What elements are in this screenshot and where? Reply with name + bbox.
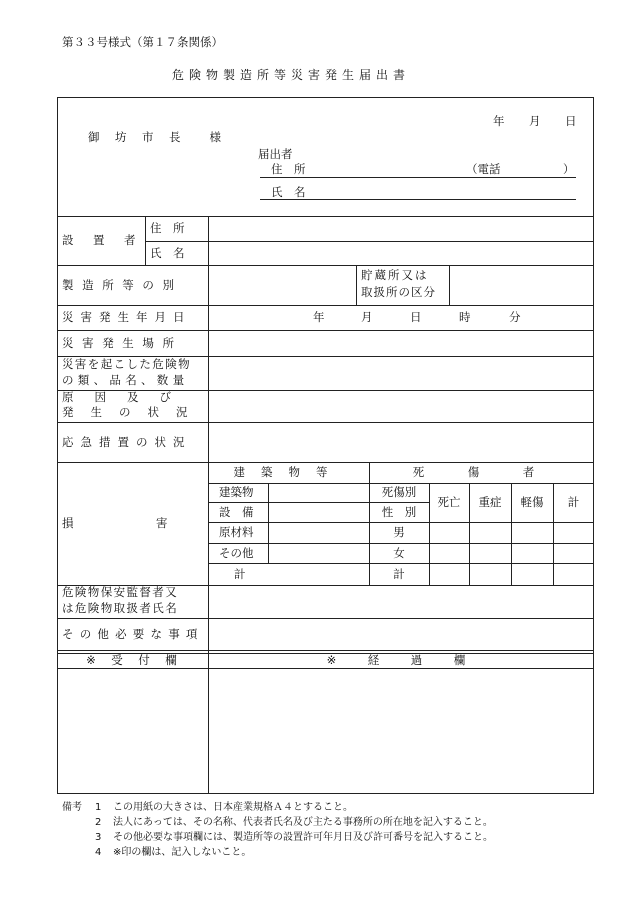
- installer-name-label: [150, 241, 203, 265]
- facility-field[interactable]: [210, 266, 354, 304]
- incident-hour: 時: [459, 310, 471, 324]
- casualty-sex-head: 性 別: [381, 504, 417, 519]
- installer-address-field[interactable]: [210, 217, 592, 240]
- note-text: ※印の欄は、記入しないこと。: [113, 847, 252, 858]
- building-header: 建築物等: [233, 465, 344, 480]
- building-row-label: 原材料: [219, 525, 254, 540]
- cause-field[interactable]: [210, 391, 592, 421]
- note-text: この用紙の大きさは、日本産業規格Ａ４とすること。: [113, 802, 353, 813]
- supervisor-label-1: 危険物保安監督者又: [62, 585, 179, 599]
- incident-day: 日: [410, 310, 422, 324]
- reporter-phone-close: ）: [563, 162, 575, 176]
- hazmat-field[interactable]: [210, 357, 592, 389]
- damage-label: 損 害: [62, 516, 180, 531]
- cause-label-1: 原因及び: [62, 390, 192, 404]
- other-label: その他必要な事項: [62, 626, 204, 641]
- page-title: 危険物製造所等災害発生届出書: [172, 68, 411, 82]
- hazmat-label-2: の類、品名、数量: [62, 373, 189, 387]
- progress-label: ※ 経 過 欄: [326, 653, 476, 668]
- note-number: 1: [95, 802, 102, 813]
- facility-category-label-2: 取扱所の区分: [361, 285, 436, 299]
- date-year: 年: [493, 114, 505, 128]
- reception-area[interactable]: [58, 669, 207, 793]
- facility-category-label-1: 貯蔵所又は: [361, 268, 429, 282]
- incident-month: 月: [361, 310, 373, 324]
- date-month: 月: [529, 114, 541, 128]
- col-divider: [208, 216, 209, 794]
- building-row-label: その他: [219, 545, 254, 560]
- note-number: 2: [95, 817, 102, 828]
- incident-place-field[interactable]: [210, 331, 592, 355]
- incident-datetime-label: 災害発生年月日: [62, 310, 192, 325]
- building-row-label: 計: [234, 566, 246, 581]
- emergency-field[interactable]: [210, 423, 592, 461]
- note-text: 法人にあっては、その名称、代表者氏名及び主たる事務所の所在地を記入すること。: [113, 817, 493, 828]
- supervisor-field[interactable]: [210, 586, 592, 617]
- installer-name-text: 氏 名: [150, 245, 185, 260]
- incident-place-label: 災害発生場所: [62, 335, 183, 350]
- addressee: 御 坊 市 長 様: [88, 130, 223, 144]
- note-text: その他必要な事項欄には、製造所等の設置許可年月日及び許可番号を記入すること。: [113, 832, 493, 843]
- casualty-col-death: 死亡: [437, 495, 461, 510]
- installer-label: 設 置 者: [62, 233, 140, 248]
- building-row-label: 設 備: [219, 504, 254, 519]
- reporter-address-line[interactable]: [260, 177, 576, 178]
- reporter-phone-label: （電話: [466, 162, 501, 176]
- row-divider: [57, 650, 594, 651]
- incident-minute: 分: [509, 310, 521, 324]
- cause-label-2: 発生の状況: [62, 405, 205, 419]
- reporter-name-label: 氏 名: [271, 185, 306, 199]
- supervisor-label-2: は危険物取扱者氏名: [62, 601, 179, 615]
- reporter-label: 届出者: [258, 147, 293, 161]
- casualty-col-head: 死傷別: [381, 485, 417, 500]
- incident-year: 年: [313, 310, 325, 324]
- col-divider: [356, 265, 357, 305]
- casualty-header: 死 傷 者: [412, 465, 551, 480]
- casualty-col-total: 計: [567, 495, 580, 510]
- col-divider: [268, 483, 269, 563]
- date-day: 日: [565, 114, 577, 128]
- reporter-address-label: 住 所: [271, 162, 306, 176]
- col-divider: [145, 216, 146, 265]
- building-row-label: 建築物: [219, 485, 254, 500]
- form-number: 第３３号様式（第１７条関係）: [62, 35, 223, 49]
- note-number: 3: [95, 832, 102, 843]
- casualty-row-label: 計: [393, 566, 405, 581]
- casualty-row-label: 男: [393, 525, 405, 540]
- reporter-name-line[interactable]: [260, 199, 576, 200]
- note-number: 4: [95, 847, 102, 858]
- casualty-col-minor: 軽傷: [520, 495, 544, 510]
- notes-heading: 備考: [62, 802, 82, 813]
- emergency-label: 応急措置の状況: [62, 434, 192, 449]
- installer-name-field[interactable]: [210, 242, 592, 264]
- facility-category-field[interactable]: [451, 266, 592, 304]
- reception-label: ※ 受 付 欄: [86, 653, 179, 668]
- progress-area[interactable]: [210, 669, 593, 793]
- col-divider: [449, 265, 450, 305]
- other-field[interactable]: [210, 619, 592, 649]
- casualty-row-label: 女: [393, 545, 405, 560]
- casualty-col-serious: 重症: [478, 495, 502, 510]
- facility-label: 製造所等の別: [62, 277, 183, 292]
- hazmat-label-1: 災害を起こした危険物: [62, 357, 191, 371]
- installer-address-label: [150, 216, 203, 241]
- installer-address-text: 住 所: [150, 221, 185, 236]
